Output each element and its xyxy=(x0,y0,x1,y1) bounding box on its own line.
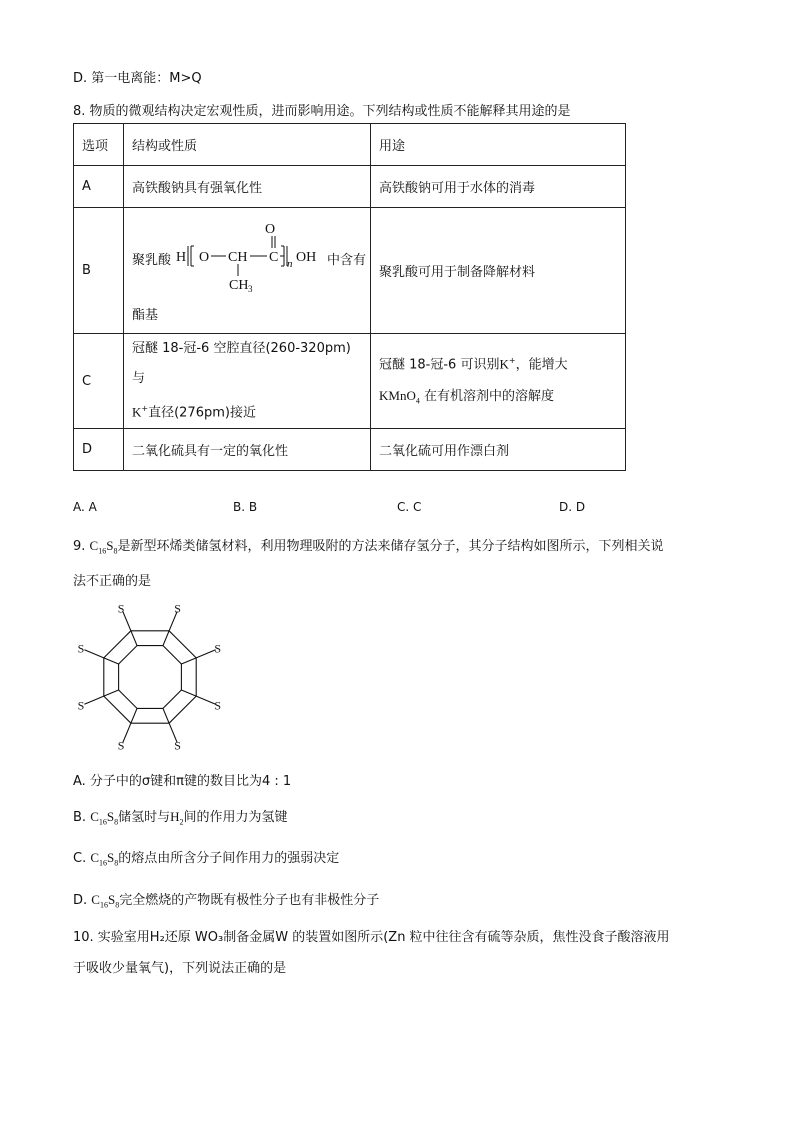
octagon-bond xyxy=(163,646,181,664)
q8-stem: 8. 物质的微观结构决定宏观性质，进而影响用途。下列结构或性质不能解释其用途的是 xyxy=(73,104,571,119)
header-use: 用途 xyxy=(371,124,626,166)
spoke-bond xyxy=(131,631,137,646)
q9-c: C xyxy=(89,538,99,553)
table-header-row xyxy=(74,124,626,166)
row-a-use: 高铁酸钠可用于水体的消毒 xyxy=(371,166,626,208)
q9-b-label: B. xyxy=(73,810,91,825)
spoke-bond xyxy=(181,690,196,696)
k-symbol-use: K xyxy=(499,356,509,372)
q9-b-sub8: 8 xyxy=(114,817,119,827)
q9-option-b xyxy=(73,806,288,827)
q9-s: S xyxy=(106,538,114,553)
q9-stem-rest: 是新型环烯类储氢材料，利用物理吸附的方法来储存氢分子，其分子结构如图所示，下列相关说 xyxy=(117,539,664,554)
q7-option-d: D. 第一电离能：M>Q xyxy=(73,71,202,86)
q9-b-sub16: 16 xyxy=(98,817,107,827)
row-b-structure xyxy=(124,208,371,334)
spoke-bond xyxy=(163,631,169,646)
sulfur-label: S xyxy=(117,601,125,616)
cs-bond xyxy=(84,650,103,658)
q9-stem-line2: 法不正确的是 xyxy=(73,574,152,589)
row-b-line2: 酯基 xyxy=(132,307,159,323)
octagon-bond xyxy=(163,690,181,708)
q9-stem xyxy=(73,535,663,556)
row-c-option: C xyxy=(74,334,124,429)
sulfur-label: S xyxy=(174,738,181,753)
row-d-option: D xyxy=(74,429,124,471)
q9-b-text: 储氢时与 xyxy=(118,810,171,825)
row-c-use-line2 xyxy=(379,381,617,417)
table-row-a xyxy=(74,166,626,208)
cs-bond xyxy=(196,650,215,658)
q9-c-text: 的熔点由所含分子间作用力的强弱决定 xyxy=(118,851,340,866)
q9-d-sub16: 16 xyxy=(99,900,108,910)
sulfur-label: S xyxy=(77,641,85,656)
q9-sub16: 16 xyxy=(98,546,107,556)
q9-d-s: S xyxy=(107,892,116,907)
q8-choice-d: D. D xyxy=(559,500,586,514)
spoke-bond xyxy=(131,708,137,723)
spoke-bond xyxy=(181,658,196,664)
row-c-structure-line1: 冠醚 18-冠-6 空腔直径(260-320pm)与 xyxy=(132,341,351,386)
q9-c-label: C. xyxy=(73,851,91,866)
q9-b-h-sub: 2 xyxy=(179,817,184,827)
q8-choice-c: C. C xyxy=(397,500,422,514)
q9-c-s: S xyxy=(107,850,115,865)
sulfur-label: S xyxy=(174,601,181,616)
sulfur-label: S xyxy=(214,641,222,656)
q8-choice-b: B. B xyxy=(233,500,258,514)
q10-stem-line1: 10. 实验室用H₂还原 WO₃制备金属W 的装置如图所示(Zn 粒中往往含有硫等杂质，焦性没食子酸溶液用 xyxy=(73,930,670,945)
table-row-d xyxy=(74,429,626,471)
q9-d-label: D. xyxy=(73,893,92,908)
sulfur-label: S xyxy=(77,698,85,713)
spoke-bond xyxy=(163,708,169,723)
row-b-use: 聚乳酸可用于制备降解材料 xyxy=(371,208,626,334)
outer-bond xyxy=(104,696,131,723)
spoke-bond xyxy=(104,690,119,696)
q9-c-sub16: 16 xyxy=(99,858,108,868)
row-b-suffix: 中含有 xyxy=(327,252,367,268)
formula-carbonyl-o: O xyxy=(265,221,276,237)
left-bracket xyxy=(188,246,194,266)
row-d-use: 二氧化硫可用作漂白剂 xyxy=(371,429,626,471)
table-row-b xyxy=(74,208,626,334)
table-row-c xyxy=(74,334,626,429)
outer-bond xyxy=(169,631,196,658)
formula-o: O xyxy=(199,249,210,265)
row-c-structure-rest: 直径(276pm)接近 xyxy=(148,405,256,421)
formula-ch3-sub: 3 xyxy=(248,283,253,293)
q9-c-sub8: 8 xyxy=(114,858,119,868)
q8-choice-a: A. A xyxy=(73,500,97,514)
q9-cc-c: C xyxy=(90,850,100,865)
octagon-bond xyxy=(119,646,137,664)
row-a-option: A xyxy=(74,166,124,208)
q10-stem-line2: 于吸收少量氧气)，下列说法正确的是 xyxy=(73,961,287,976)
row-c-use-pre: 冠醚 18-冠-6 可识别 xyxy=(379,357,500,373)
q9-d-c: C xyxy=(91,892,100,907)
row-b-option: B xyxy=(74,208,124,334)
k-symbol: K xyxy=(132,404,142,420)
cs-bond xyxy=(196,696,215,704)
formula-h: H xyxy=(176,249,187,265)
header-option: 选项 xyxy=(74,124,124,166)
row-c-use-post: ，能增大 xyxy=(515,357,568,373)
q9-b-s: S xyxy=(106,809,115,824)
spoke-bond xyxy=(104,658,119,664)
row-d-structure: 二氧化硫具有一定的氧化性 xyxy=(124,429,371,471)
kmno4-sub: 4 xyxy=(415,396,420,406)
octagon-bond xyxy=(119,690,137,708)
q9-num: 9. xyxy=(73,539,86,554)
formula-ch: CH xyxy=(228,249,248,265)
q9-option-a: A. 分子中的σ键和π键的数目比为4 : 1 xyxy=(73,774,292,789)
kmno4-formula: KMnO xyxy=(379,387,416,403)
header-structure: 结构或性质 xyxy=(124,124,371,166)
row-c-structure-line2: K+直径(276pm)接近 xyxy=(132,404,256,421)
row-c-use-rest: 在有机溶剂中的溶解度 xyxy=(419,388,554,404)
c16s8-structure xyxy=(70,597,230,757)
row-c-structure xyxy=(124,334,371,429)
sulfur-label: S xyxy=(117,738,125,753)
polylactic-acid-formula xyxy=(174,221,324,293)
q9-sub8: 8 xyxy=(113,546,118,556)
row-c-use xyxy=(371,334,626,429)
q9-option-d xyxy=(73,889,379,910)
formula-oh: OH xyxy=(296,249,317,265)
outer-bond xyxy=(169,696,196,723)
q9-b-h: H xyxy=(170,809,180,824)
q9-option-c xyxy=(73,847,339,868)
q8-table xyxy=(73,123,626,471)
q9-d-text: 完全燃烧的产物既有极性分子也有非极性分子 xyxy=(119,893,380,908)
formula-ch3: CH xyxy=(229,277,249,293)
cs-bond xyxy=(84,696,103,704)
row-a-structure: 高铁酸钠具有强氧化性 xyxy=(124,166,371,208)
sulfur-label: S xyxy=(214,698,222,713)
row-c-use-line1: 冠醚 18-冠-6 可识别K+，能增大 xyxy=(379,356,568,373)
outer-bond xyxy=(104,631,131,658)
q9-b-c: C xyxy=(90,809,99,824)
formula-n: n xyxy=(287,257,293,270)
formula-c: C xyxy=(269,249,279,265)
row-b-prefix: 聚乳酸 xyxy=(132,252,172,268)
q9-d-sub8: 8 xyxy=(115,900,120,910)
q9-b-end: 间的作用力为氢键 xyxy=(183,810,288,825)
